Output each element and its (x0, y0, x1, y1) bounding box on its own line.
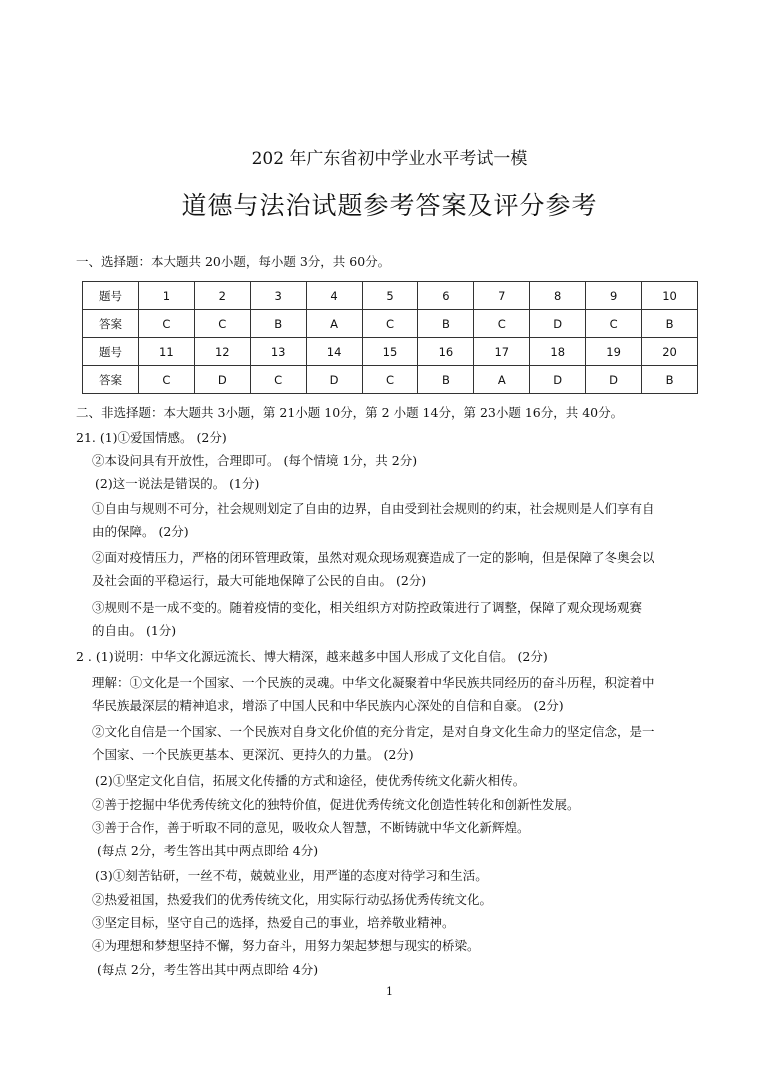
answer-line: 华民族最深层的精神追求，增添了中国人民和中华民族内心深处的自信和自豪。 (2分) (92, 698, 564, 713)
answer-line: 的自由。 (1分) (92, 623, 177, 638)
question-number: 1 (138, 282, 194, 310)
answer-cell: A (474, 366, 530, 394)
answer-line: ③坚定目标，坚守自己的选择，热爱自己的事业，培养敬业精神。 (92, 915, 455, 930)
answer-cell: C (586, 310, 642, 338)
answer-cell: D (530, 366, 586, 394)
answer-line: 及社会面的平稳运行，最大可能地保障了公民的自由。 (2分) (92, 573, 427, 588)
answer-cell: C (362, 310, 418, 338)
row-label: 题号 (83, 338, 139, 366)
answer-line: ②善于挖掘中华优秀传统文化的独特价值，促进优秀传统文化创造性转化和创新性发展。 (92, 797, 580, 812)
answer-line: (3)①刻苦钻研，一丝不苟，兢兢业业，用严谨的态度对待学习和生活。 (95, 868, 488, 883)
answer-line: ③规则不是一成不变的。随着疫情的变化，相关组织方对防控政策进行了调整，保障了观众现场观赛 (92, 600, 643, 615)
row-label: 题号 (83, 282, 139, 310)
answer-line: 个国家、一个民族更基本、更深沉、更持久的力量。 (2分) (92, 747, 414, 762)
exam-subtitle: 202 年广东省初中学业水平考试一模 (251, 149, 528, 169)
answer-line: (2)①坚定文化自信，拓展文化传播的方式和途径，使优秀传统文化薪火相传。 (95, 773, 526, 788)
question-number: 11 (138, 338, 194, 366)
question-number: 9 (586, 282, 642, 310)
answer-cell: D (530, 310, 586, 338)
table-row (83, 282, 698, 310)
table-row (83, 338, 698, 366)
page-number: 1 (386, 985, 393, 998)
answer-line: ②热爱祖国，热爱我们的优秀传统文化，用实际行动弘扬优秀传统文化。 (92, 892, 493, 907)
answer-line: 理解：①文化是一个国家、一个民族的灵魂。中华文化凝聚着中华民族共同经历的奋斗历程，积淀着中 (92, 675, 655, 690)
answer-line: ②面对疫情压力，严格的闭环管理政策，虽然对观众现场观赛造成了一定的影响，但是保障了冬奥会以 (92, 550, 655, 565)
question-number: 2 (194, 282, 250, 310)
answer-line: ②本设问具有开放性，合理即可。 (每个情境 1分，共 2分) (92, 453, 418, 468)
answer-cell: C (138, 310, 194, 338)
question-number: 12 (194, 338, 250, 366)
section1-heading: 一、选择题：本大题共 20小题，每小题 3分，共 60分。 (76, 254, 391, 269)
answer-cell: B (642, 366, 698, 394)
answer-cell: C (474, 310, 530, 338)
section2-heading: 二、非选择题：本大题共 3小题，第 21小题 10分，第 2 小题 14分，第 23小题 16分，共 40分。 (76, 405, 624, 420)
answer-cell: C (362, 366, 418, 394)
answer-cell: D (194, 366, 250, 394)
question-number: 20 (642, 338, 698, 366)
question-number: 4 (306, 282, 362, 310)
question-number: 14 (306, 338, 362, 366)
answer-line: ③善于合作，善于听取不同的意见，吸收众人智慧，不断铸就中华文化新辉煌。 (92, 820, 530, 835)
table-row (83, 310, 698, 338)
answer-cell: A (306, 310, 362, 338)
answer-line: (每点 2分，考生答出其中两点即给 4分) (97, 962, 319, 977)
answer-cell: D (306, 366, 362, 394)
question-number: 18 (530, 338, 586, 366)
question-number: 15 (362, 338, 418, 366)
table-row (83, 366, 698, 394)
question-number: 8 (530, 282, 586, 310)
answer-cell: B (418, 366, 474, 394)
answer-line: (2)这一说法是错误的。 (1分) (95, 476, 260, 491)
answer-cell: B (642, 310, 698, 338)
question-number: 19 (586, 338, 642, 366)
row-label: 答案 (83, 366, 139, 394)
row-label: 答案 (83, 310, 139, 338)
answer-line: ②文化自信是一个国家、一个民族对自身文化价值的充分肯定，是对自身文化生命力的坚定信念，是一 (92, 724, 655, 739)
question-number: 13 (250, 338, 306, 366)
answer-line: 由的保障。 (2分) (92, 524, 189, 539)
question-number: 17 (474, 338, 530, 366)
answer-cell: B (250, 310, 306, 338)
question-number: 5 (362, 282, 418, 310)
question-number: 7 (474, 282, 530, 310)
answer-line: 21. (1)①爱国情感。 (2分) (76, 430, 227, 445)
question-number: 3 (250, 282, 306, 310)
document-title: 道德与法治试题参考答案及评分参考 (181, 191, 598, 220)
question-number: 16 (418, 338, 474, 366)
answer-line: ①自由与规则不可分，社会规则划定了自由的边界，自由受到社会规则的约束，社会规则是人们享有自 (92, 501, 655, 516)
answer-cell: D (586, 366, 642, 394)
answer-line: ④为理想和梦想坚持不懈，努力奋斗，用努力架起梦想与现实的桥梁。 (92, 938, 480, 953)
answer-line: (每点 2分，考生答出其中两点即给 4分) (97, 843, 319, 858)
answer-cell: C (250, 366, 306, 394)
question-number: 10 (642, 282, 698, 310)
answer-cell: C (194, 310, 250, 338)
answer-table (82, 281, 698, 394)
answer-cell: B (418, 310, 474, 338)
answer-line: 2 . (1)说明：中华文化源远流长、博大精深，越来越多中国人形成了文化自信。 (2分) (76, 649, 548, 664)
answer-cell: C (138, 366, 194, 394)
question-number: 6 (418, 282, 474, 310)
